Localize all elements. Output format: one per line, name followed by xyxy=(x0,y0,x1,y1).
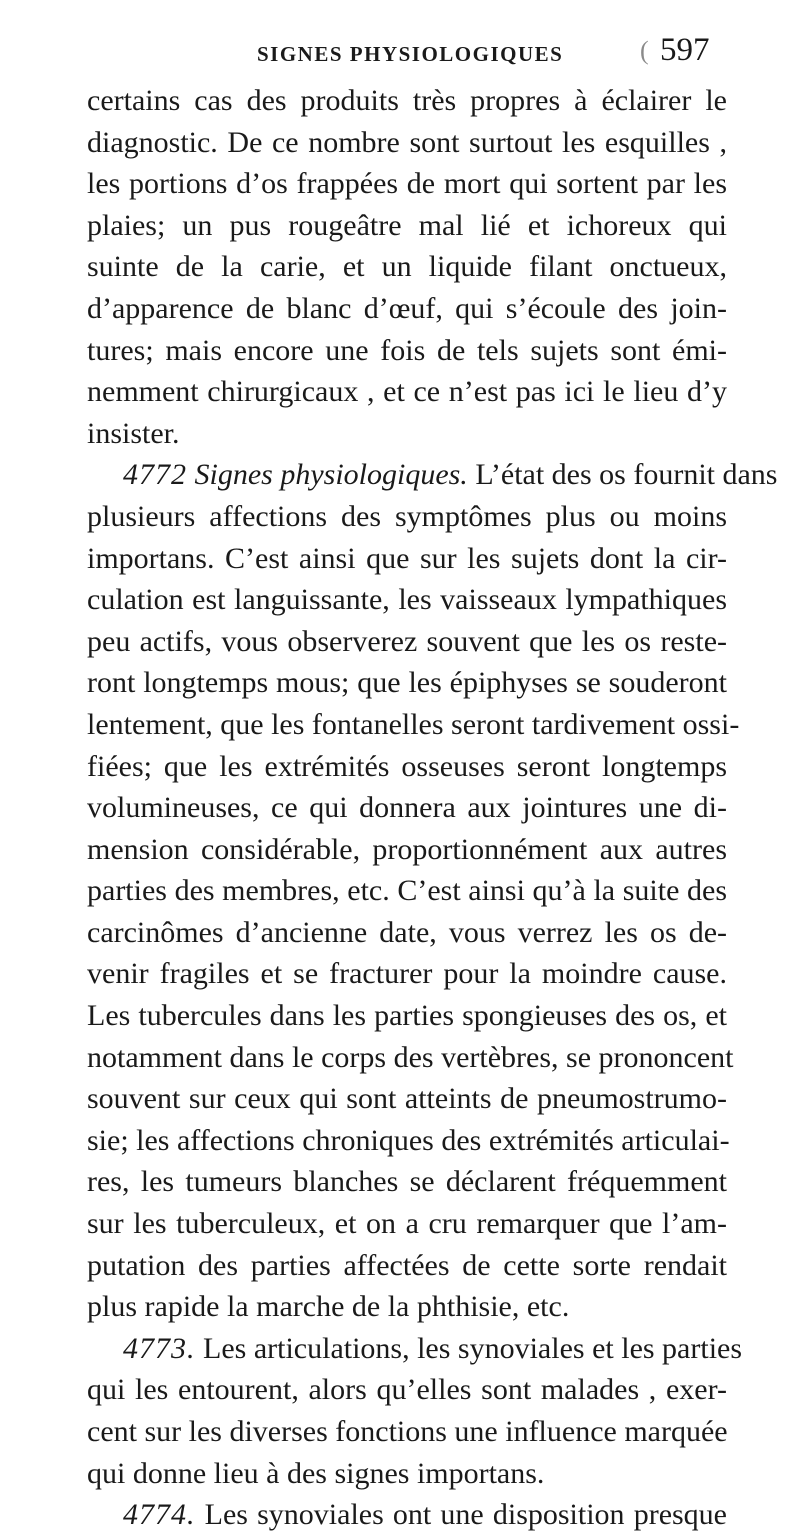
text-line: peu actifs, vous observerez souvent que les os reste- xyxy=(87,624,727,658)
text-line: qui les entourent, alors qu’elles sont malades , exer- xyxy=(87,1373,727,1407)
text-line: ront longtemps mous; que les épiphyses se souderont xyxy=(87,666,727,700)
paragraph-number: 4774. xyxy=(123,1498,196,1532)
running-head xyxy=(0,16,800,66)
paragraph-start-line: 4773. Les articulations, les synoviales et les parties xyxy=(123,1331,743,1365)
text-line: carcinômes d’ancienne date, vous verrez les os de- xyxy=(87,915,727,949)
paragraph-start-line: 4772 Signes physiologiques. L’état des os fournit dans xyxy=(123,458,778,492)
text-line: plusieurs affections des symptômes plus ou moins xyxy=(87,499,727,533)
page-mark: ( xyxy=(640,36,649,65)
text-line: culation est languissante, les vaisseaux lympathiques xyxy=(87,583,727,617)
text-line: Les tubercules dans les parties spongieuses des os, et xyxy=(87,999,727,1033)
text-line: plaies; un pus rougeâtre mal lié et ichoreux qui xyxy=(87,208,727,242)
text-line: qui donne lieu à des signes importans. xyxy=(87,1456,545,1490)
text-line: notamment dans le corps des vertèbres, se prononcent xyxy=(87,1040,734,1074)
text-line: cent sur les diverses fonctions une influence marquée xyxy=(87,1415,728,1448)
text-line: insister. xyxy=(87,416,180,450)
text-line: suinte de la carie, et un liquide filant onctueux, xyxy=(87,250,727,284)
text-line: souvent sur ceux qui sont atteints de pneumostrumo- xyxy=(87,1082,727,1116)
text-line: les portions d’os frappées de mort qui sortent par les xyxy=(87,167,727,201)
text-line: venir fragiles et se fracturer pour la moindre cause. xyxy=(87,957,727,991)
paragraph-start-line: 4774. Les synoviales ont une disposition presque xyxy=(123,1498,727,1532)
text-line: lentement, que les fontanelles seront tardivement ossi- xyxy=(87,707,740,741)
text-line: parties des membres, etc. C’est ainsi qu’à la suite des xyxy=(87,874,727,908)
running-title: SIGNES PHYSIOLOGIQUES xyxy=(257,42,564,66)
text-line: sie; les affections chroniques des extrémités articulai- xyxy=(87,1123,730,1157)
text-line: volumineuses, ce qui donnera aux jointures une di- xyxy=(87,791,727,825)
text-line: nemment chirurgicaux , et ce n’est pas ici le lieu d’y xyxy=(87,375,727,409)
text-line: putation des parties affectées de cette sorte rendait xyxy=(87,1248,727,1282)
text-line: plus rapide la marche de la phthisie, etc. xyxy=(87,1290,570,1324)
text-line: sur les tuberculeux, et on a cru remarquer que l’am- xyxy=(87,1207,727,1241)
section-heading: Signes physiologiques. xyxy=(194,458,468,492)
text-line: fiées; que les extrémités osseuses seront longtemps xyxy=(87,749,727,783)
text-line: res, les tumeurs blanches se déclarent fréquemment xyxy=(87,1165,727,1199)
text-line: diagnostic. De ce nombre sont surtout les esquilles , xyxy=(87,125,727,159)
text-line: tures; mais encore une fois de tels sujets sont émi- xyxy=(87,333,727,367)
paragraph-number: 4772 xyxy=(123,458,187,492)
body-text xyxy=(87,80,778,1536)
paragraph-number: 4773. xyxy=(123,1331,196,1365)
text-line: certains cas des produits très propres à éclairer le xyxy=(87,84,727,117)
text-line: d’apparence de blanc d’œuf, qui s’écoule des join- xyxy=(87,291,727,325)
text-line: mension considérable, proportionnément aux autres xyxy=(87,832,727,866)
text-line: importans. C’est ainsi que sur les sujets dont la cir- xyxy=(87,541,727,575)
page-number: 597 xyxy=(660,32,710,68)
